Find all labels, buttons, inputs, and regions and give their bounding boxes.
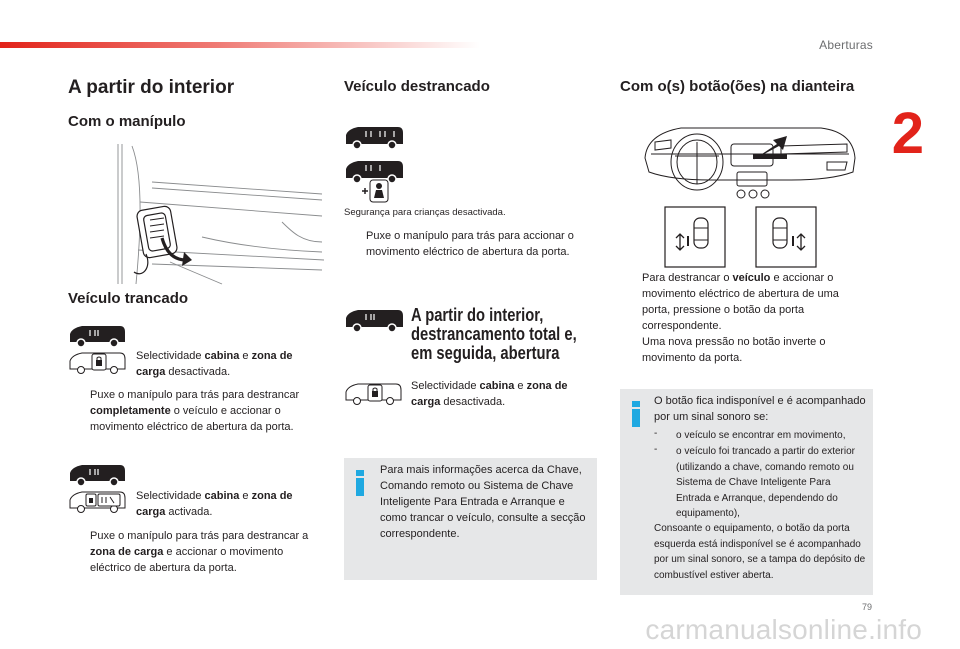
col3-info-box	[620, 389, 873, 595]
col2-caption: Segurança para crianças desactivada.	[344, 207, 506, 218]
col1-subtitle-locked: Veículo trancado	[68, 290, 189, 307]
van-lock-outline-icon	[68, 349, 128, 375]
col3-bullet-1: Para destrancar o veículo e accionar o movimento eléctrico de abertura de uma porta, pressione o botão da porta correspondente.	[642, 272, 839, 332]
van-lock-outline-icon	[344, 380, 404, 406]
col3-info-item-2: o veículo foi trancado a partir do exterior (utilizando a chave, comando remoto ou Sistema de Chave Inteligente Para Entrada e Arranque, dependendo do equipamento),	[676, 446, 855, 519]
door-handle-illustration	[112, 142, 324, 286]
header-accent-bar	[0, 42, 480, 48]
col3-info-outro: Consoante o equipamento, o botão da porta esquerda está indisponível se é acompanhado por um sinal sonoro, se a tampa do depósito de combustível estiver aberta.	[654, 523, 866, 581]
col2-info-box	[344, 458, 597, 580]
chapter-number: 2	[891, 101, 924, 166]
col2-title-2: A partir do interior, destrancamento total e, em seguida, abertura	[411, 305, 577, 363]
page-number: 79	[861, 602, 872, 612]
col1-bullet-1: Puxe o manípulo para trás para destrancar completamente o veículo e accionar o movimento eléctrico de abertura da porta.	[90, 389, 300, 433]
van-icon	[344, 307, 406, 333]
col3-info-intro: O botão fica indisponível e é acompanhado por um sinal sonoro se:	[654, 395, 866, 423]
col2-info-text: Para mais informações acerca da Chave, Comando remoto ou Sistema de Chave Inteligente Para Entrada e Arranque e como trancar o veículo, consulte a secção correspondente.	[380, 464, 586, 540]
van-icon	[68, 463, 128, 487]
col3-title: Com o(s) botão(ões) na dianteira	[620, 78, 855, 95]
dash-marker: -	[654, 428, 658, 439]
info-icon	[354, 470, 366, 496]
col1-subtitle-handle: Com o manípulo	[68, 113, 186, 130]
van-icon	[68, 324, 128, 348]
section-title: Aberturas	[819, 38, 873, 52]
info-icon	[630, 401, 642, 427]
col3-info-item-1: o veículo se encontrar em movimento,	[676, 430, 846, 441]
col2-title: Veículo destrancado	[344, 78, 490, 95]
col2-bullet-1: Puxe o manípulo para trás para accionar o movimento eléctrico de abertura da porta.	[366, 230, 574, 258]
col1-bullet-2: Puxe o manípulo para trás para destrancar a zona de carga e accionar o movimento eléctrico de abertura da porta.	[90, 530, 309, 574]
dashboard-illustration	[641, 118, 859, 200]
col1-selectivity-2: Selectividade cabina e zona de carga activada.	[136, 490, 293, 518]
col3-bullet-2: Uma nova pressão no botão inverte o movimento da porta.	[642, 336, 826, 364]
right-door-button-icon	[755, 206, 817, 268]
van-lock-cargo-icon	[68, 488, 128, 514]
col1-selectivity-1: Selectividade cabina e zona de carga desactivada.	[136, 350, 293, 378]
col1-title: A partir do interior	[68, 77, 235, 98]
left-door-button-icon	[664, 206, 726, 268]
dash-marker: -	[654, 444, 658, 455]
van-unlocked-icon	[344, 124, 406, 150]
col2-selectivity: Selectividade cabina e zona de carga desactivada.	[411, 380, 568, 408]
watermark: carmanualsonline.info	[645, 614, 922, 645]
child-safety-icon	[344, 158, 408, 204]
